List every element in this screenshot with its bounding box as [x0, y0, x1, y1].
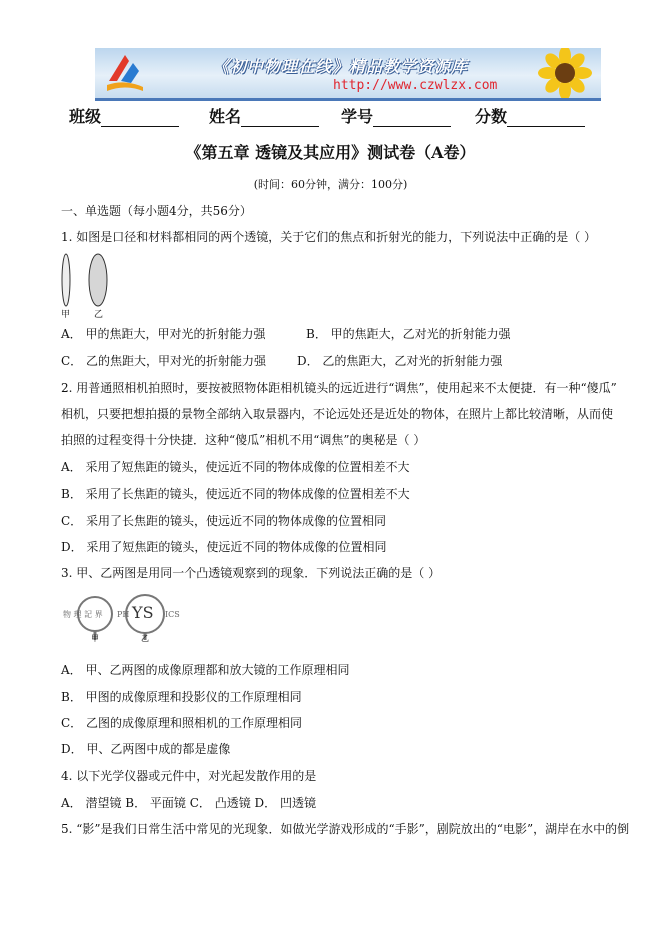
fig-text-right: ICS	[165, 610, 180, 619]
score-field[interactable]: 分数	[475, 104, 585, 127]
question-5-stem: 5. “影”是我们日常生活中常见的光现象．如做光学游戏形成的“手影”，剧院放出的“电影”，湖岸在水中的倒	[61, 822, 630, 836]
q2-option-c[interactable]: C． 采用了长焦距的镜头，使远近不同的物体成像的位置相同	[61, 514, 386, 528]
question-2-line2: 相机，只要把想拍摄的景物全部纳入取景器内，不论远处还是近处的物体，在照片上都比较清晰，从而使	[61, 407, 614, 421]
q2-option-b[interactable]: B． 采用了长焦距的镜头，使远近不同的物体成像的位置相差不大	[61, 487, 410, 501]
student-info-row	[69, 104, 589, 128]
q1-option-b[interactable]: B． 甲的焦距大，乙对光的折射能力强	[306, 327, 511, 341]
question-2-line3: 拍照的过程变得十分快捷．这种“傻瓜”相机不用“调焦”的奥秘是（ ）	[61, 433, 426, 447]
q1-option-c[interactable]: C． 乙的焦距大，甲对光的折射能力强	[61, 354, 266, 368]
sunflower-icon	[531, 48, 595, 98]
exam-meta: (时间：60分钟，满分：100分)	[253, 178, 408, 191]
header-banner	[95, 48, 601, 101]
q2-option-a[interactable]: A． 采用了短焦距的镜头，使远近不同的物体成像的位置相差不大	[61, 460, 410, 474]
exam-title: 《第五章 透镜及其应用》测试卷（A卷）	[185, 143, 476, 162]
fig-label-b: 乙	[141, 634, 149, 643]
lens-label-a: 甲	[61, 310, 71, 320]
magnifier-figure	[61, 594, 191, 642]
student-id-field[interactable]: 学号	[341, 104, 451, 127]
q3-option-d[interactable]: D． 甲、乙两图中成的都是虚像	[61, 742, 231, 756]
question-2-line1: 2. 用普通照相机拍照时，要按被照物体距相机镜头的远近进行“调焦”，使用起来不太便捷．有一种“傻瓜”	[61, 381, 617, 395]
q4-options[interactable]: A． 潜望镜 B． 平面镜 C． 凸透镜 D． 凹透镜	[61, 796, 316, 810]
section-heading: 一、单选题（每小题4分，共56分）	[61, 204, 252, 218]
q3-option-c[interactable]: C． 乙图的成像原理和照相机的工作原理相同	[61, 716, 302, 730]
q1-option-a[interactable]: A． 甲的焦距大，甲对光的折射能力强	[61, 327, 266, 341]
banner-url[interactable]: http://www.czwlzx.com	[333, 78, 498, 93]
class-field[interactable]: 班级	[69, 104, 179, 127]
name-field[interactable]: 姓名	[209, 104, 319, 127]
fig-text-left: 物 理 記 界	[63, 610, 103, 619]
question-4-stem: 4. 以下光学仪器或元件中，对光起发散作用的是	[61, 769, 317, 783]
lens-label-b: 乙	[94, 310, 104, 320]
question-3-stem: 3. 甲、乙两图是用同一个凸透镜观察到的现象．下列说法正确的是（ ）	[61, 566, 441, 580]
q3-option-b[interactable]: B． 甲图的成像原理和投影仪的工作原理相同	[61, 690, 302, 704]
fig-text-big: YS	[132, 603, 154, 622]
logo-icon	[103, 51, 147, 95]
q2-option-d[interactable]: D． 采用了短焦距的镜头，使远近不同的物体成像的位置相同	[61, 540, 387, 554]
banner-title: 《初中物理在线》精品教学资源库	[213, 57, 469, 76]
q3-option-a[interactable]: A． 甲、乙两图的成像原理都和放大镜的工作原理相同	[61, 663, 350, 677]
q1-option-d[interactable]: D． 乙的焦距大，乙对光的折射能力强	[297, 354, 503, 368]
question-1-stem: 1. 如图是口径和材料都相同的两个透镜，关于它们的焦点和折射光的能力，下列说法中正确的是（ ）	[61, 230, 597, 244]
fig-label-a: 甲	[91, 634, 99, 643]
fig-text-mid: PH	[117, 610, 130, 619]
